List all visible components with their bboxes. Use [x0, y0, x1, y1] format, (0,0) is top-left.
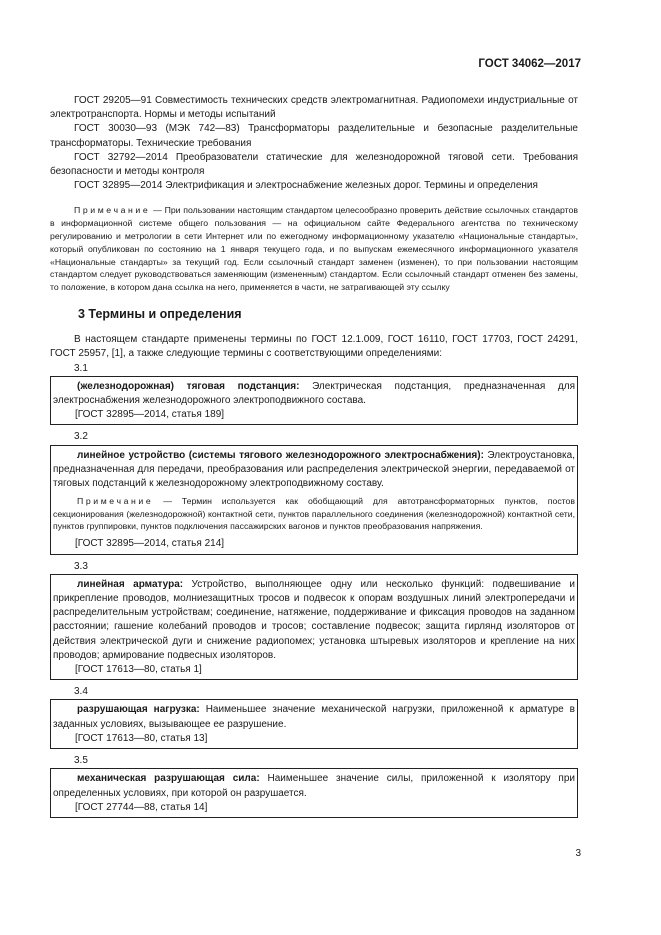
reference-item: ГОСТ 32895—2014 Электрификация и электроснабжение железных дорог. Термины и определения: [74, 180, 538, 192]
term-entry: [50, 445, 578, 555]
reference-item: ГОСТ 32792—2014 Преобразователи статические для железнодорожной тяговой сети. Требования безопасности и методы контроля: [50, 151, 578, 178]
term-number: 3.3: [74, 560, 88, 572]
term-definition: (железнодорожная) тяговая подстанция: Электрическая подстанция, предназначенная для электроснабжения железнодорожного электроподвижного состава.: [53, 380, 575, 407]
term-name: разрушающая нагрузка:: [77, 704, 200, 716]
term-name: линейная арматура:: [77, 578, 184, 590]
term-source: [ГОСТ 17613—80, статья 1]: [75, 664, 202, 676]
term-entry: [50, 574, 578, 680]
term-source: [ГОСТ 32895—2014, статья 214]: [75, 538, 225, 550]
term-source: [ГОСТ 32895—2014, статья 189]: [75, 409, 225, 421]
term-definition: разрушающая нагрузка: Наименьшее значение механической нагрузки, приложенной к арматуре в заданных условиях, вызывающее ее разрушение.: [53, 704, 575, 730]
term-name: (железнодорожная) тяговая подстанция:: [77, 380, 300, 392]
section-title: 3 Термины и определения: [78, 307, 242, 321]
reference-item: ГОСТ 30030—93 (МЭК 742—83) Трансформаторы разделительные и безопасные разделительные трансформаторы. Технические требования: [50, 123, 578, 149]
section-intro: В настоящем стандарте применены термины по ГОСТ 12.1.009, ГОСТ 16110, ГОСТ 17703, ГОСТ 24291, ГОСТ 25957, [1], а также следующие термины с соответствующими определениями:: [50, 334, 578, 360]
term-number: 3.5: [74, 755, 88, 767]
note-label: Примечание: [77, 496, 154, 507]
term-note: [53, 495, 575, 532]
term-name: линейное устройство (системы тягового железнодорожного электроснабжения):: [77, 449, 484, 461]
page-number: 3: [575, 848, 581, 859]
term-entry: [50, 699, 578, 749]
term-source: [ГОСТ 17613—80, статья 13]: [75, 732, 208, 744]
term-name: механическая разрушающая сила:: [77, 773, 260, 785]
term-definition: линейное устройство (системы тягового железнодорожного электроснабжения): Электроустановка, предназначенная для передачи, преобразования или распределения электрической энергии, передаваемой от тяговых подстанций к железнодорожному электроподвижному составу.: [53, 449, 575, 490]
term-definition: линейная арматура: Устройство, выполняющее одну или несколько функций: подвешивание и прикрепление проводов, молниезащитных тросов и подвесок к опорам воздушных линий электропередачи и распределительным устройствам; соединение, натяжение, поддерживание и фиксация проводов на заданном расстоянии; гашение колебаний проводов и тросов; составление подвесок; защита гирлянд изоляторов от действия электрической дуги и снижение радиопомех; установка штыревых изоляторов и крепление на них проводов; армирование подвесных изоляторов.: [53, 578, 575, 661]
term-number: 3.4: [74, 686, 88, 698]
reference-item: ГОСТ 29205—91 Совместимость технических средств электромагнитная. Радиопомехи индустриальные от электротранспорта. Нормы и методы испытаний: [50, 95, 578, 121]
note-label: Примечание: [74, 205, 151, 216]
references-note: [50, 204, 578, 294]
term-definition: механическая разрушающая сила: Наименьшее значение силы, приложенной к изолятору при определенных условиях, при которой он разрушается.: [53, 773, 575, 799]
page-content: [50, 94, 578, 818]
term-entry: [50, 376, 578, 426]
term-number: 3.2: [74, 431, 88, 443]
term-entry: [50, 768, 578, 818]
term-source: [ГОСТ 27744—88, статья 14]: [75, 801, 208, 813]
document-header: ГОСТ 34062—2017: [478, 58, 581, 70]
term-number: 3.1: [74, 362, 88, 374]
note-text: — Термин используется как обобщающий для автотрансформаторных пунктов, постов секционирования (железнодорожной) контактной сети, пунктов параллельного соединения (железнодорожной) контактной сети, пунктов группировки, пунктов подключения пассажирских вагонов и пунктов преобразования напряжения.: [53, 496, 575, 532]
note-text: — При пользовании настоящим стандартом целесообразно проверить действие ссылочных стандартов в информационной системе общего пользования — на официальном сайте Федерального агентства по техническому регулированию и метрологии в сети Интернет или по ежегодному информационному указателю «Национальные стандарты», который опубликован по состоянию на 1 января текущего года, и по выпускам ежемесячного информационного указателя «Национальные стандарты» за текущий год. Если ссылочный стандарт заменен (изменен), то при пользовании настоящим стандартом следует руководствоваться заменяющим (измененным) стандартом. Если ссылочный стандарт отменен без замены, то положение, в котором дана ссылка на него, применяется в части, не затрагивающей эту ссылку: [50, 205, 578, 293]
